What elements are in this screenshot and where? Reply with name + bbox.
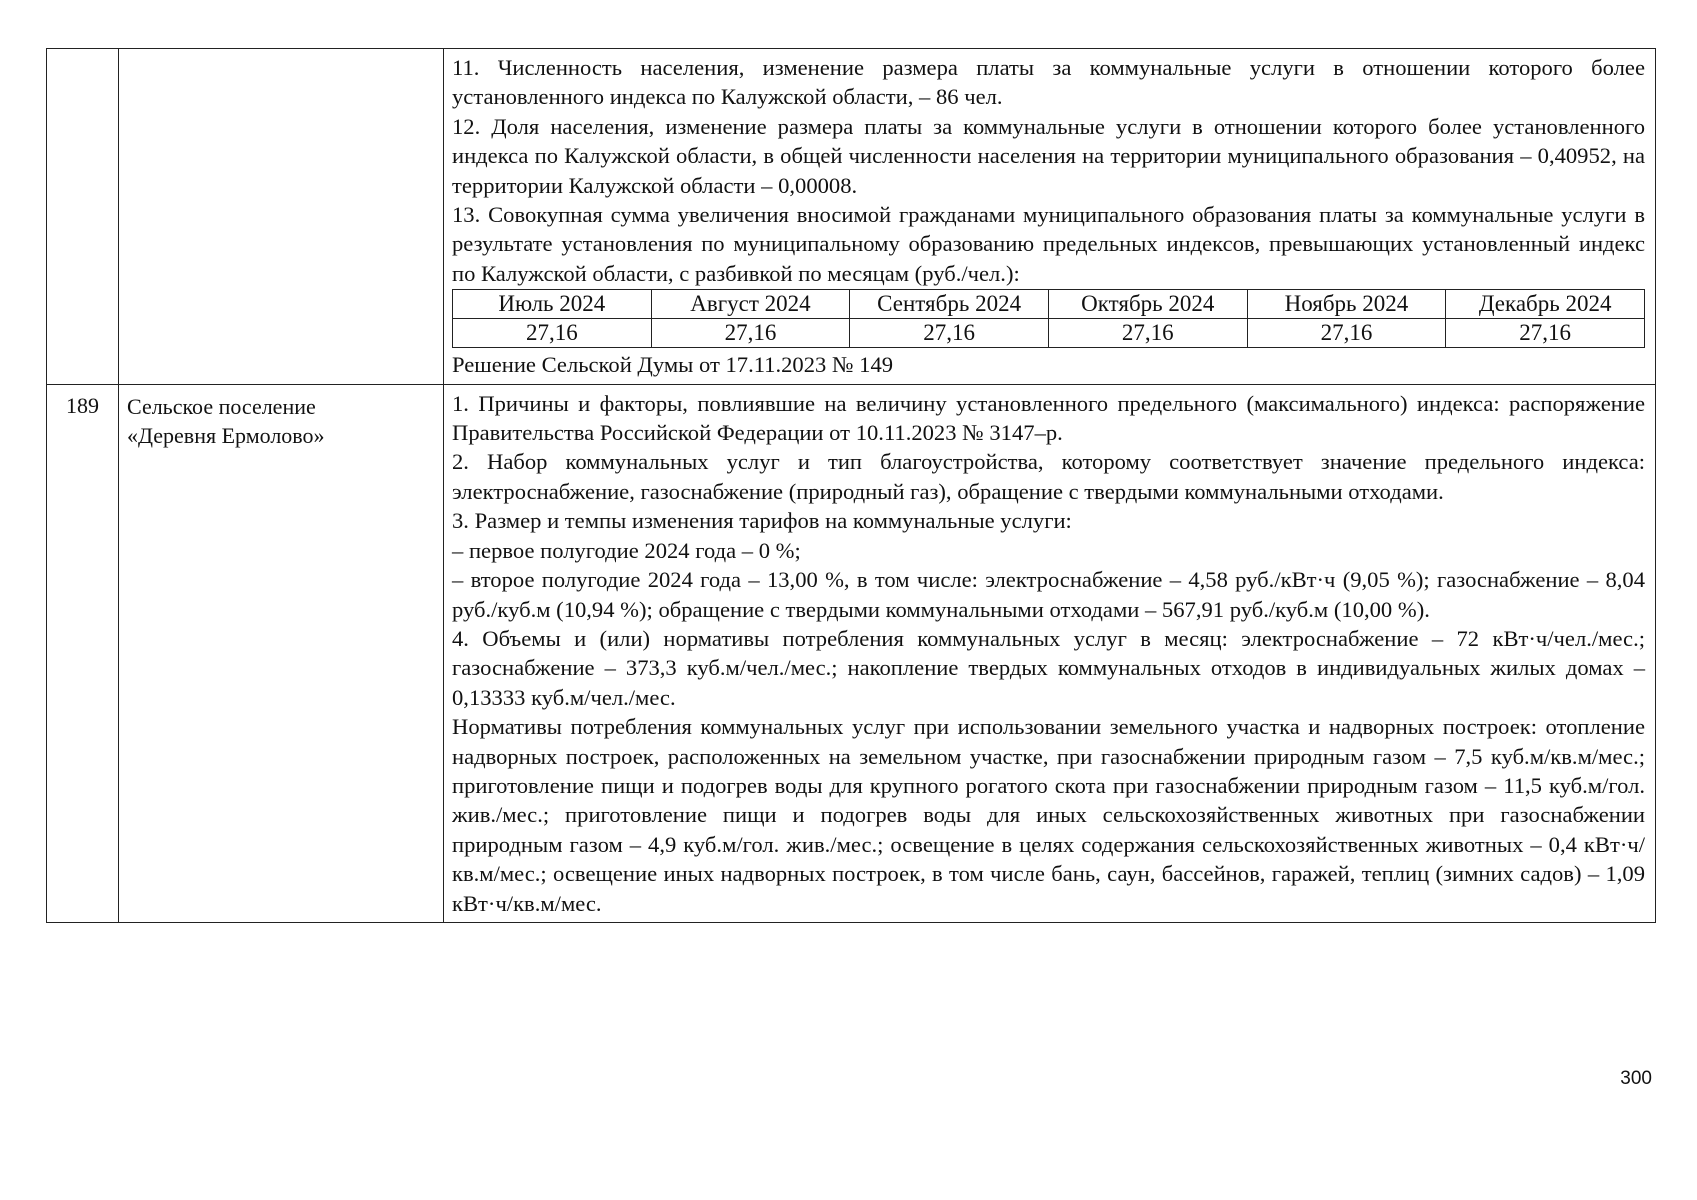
monthly-increase-table [452,289,1645,348]
municipality-name-cell [119,49,444,385]
month-header: Декабрь 2024 [1446,290,1645,319]
details-cell [444,49,1656,385]
paragraph-second-half: – второе полугодие 2024 года – 13,00 %, в том числе: электроснабжение – 4,58 руб./кВт·ч (9,05 %); газоснабжение – 8,04 руб./куб.м (10,94 %); обращение с твердыми коммунальными отходами – 567,91 руб./куб.м (10,00 %). [452,567,1645,622]
month-value: 27,16 [651,319,850,348]
paragraph-norms: Нормативы потребления коммунальных услуг при использовании земельного участка и надворных построек: отопление надворных построек, расположенных на земельном участке, при газоснабжении природным газом – 7,5 куб.м/кв.м/мес.; приготовление пищи и подогрев воды для крупного рогатого скота при газоснабжении природным газом – 11,5 куб.м/гол. жив./мес.; приготовление пищи и подогрев воды для иных сельскохозяйственных животных при газоснабжении природным газом – 4,9 куб.м/гол. жив./мес.; освещение в целях содержания сельскохозяйственных животных – 0,4 кВт·ч/кв.м/мес.; освещение иных надворных построек, в том числе бань, саун, бассейнов, гаражей, теплиц (зимних садов) – 1,09 кВт·ч/кв.м/мес. [452,714,1645,916]
table-row [47,49,1656,385]
document-table [46,48,1656,923]
month-value: 27,16 [850,319,1049,348]
month-header: Июль 2024 [453,290,652,319]
municipality-name-line: Сельское поселение [127,393,316,419]
month-value: 27,16 [453,319,652,348]
paragraph-item-11: 11. Численность населения, изменение размера платы за коммунальные услуги в отношении которого более установленного индекса по Калужской области, – 86 чел. [452,55,1645,110]
month-value: 27,16 [1048,319,1247,348]
month-value: 27,16 [1247,319,1446,348]
table-row [47,384,1656,922]
month-header: Август 2024 [651,290,850,319]
paragraph-item-12: 12. Доля населения, изменение размера платы за коммунальные услуги в отношении которого более установленного индекса по Калужской области, в общей численности населения на территории муниципального образования – 0,40952, на территории Калужской области – 0,00008. [452,113,1645,198]
row-number-cell [47,49,119,385]
municipality-name-line: «Деревня Ермолово» [127,422,325,448]
paragraph-item-13: 13. Совокупная сумма увеличения вносимой гражданами муниципального образования платы за коммунальные услуги в результате установления по муниципальному образованию предельных индексов, превышающих установленный индекс по Калужской области, с разбивкой по месяцам (руб./чел.): [452,202,1645,286]
month-header: Октябрь 2024 [1048,290,1247,319]
month-value-row [453,319,1645,348]
paragraph-first-half: – первое полугодие 2024 года – 0 %; [452,537,801,563]
month-header: Сентябрь 2024 [850,290,1049,319]
month-header: Ноябрь 2024 [1247,290,1446,319]
details-cell [444,384,1656,922]
row-number-cell: 189 [47,384,119,922]
municipality-name-cell [119,384,444,922]
decision-reference: Решение Сельской Думы от 17.11.2023 № 149 [452,352,894,378]
paragraph-item-4: 4. Объемы и (или) нормативы потребления коммунальных услуг в месяц: электроснабжение – 72 кВт·ч/чел./мес.; газоснабжение – 373,3 куб.м/чел./мес.; накопление твердых коммунальных отходов в индивидуальных жилых домах – 0,13333 куб.м/чел./мес. [452,625,1645,710]
month-value: 27,16 [1446,319,1645,348]
month-header-row [453,290,1645,319]
paragraph-item-3: 3. Размер и темпы изменения тарифов на коммунальные услуги: [452,508,1072,534]
paragraph-item-1: 1. Причины и факторы, повлиявшие на величину установленного предельного (максимального) индекса: распоряжение Правительства Российской Федерации от 10.11.2023 № 3147–р. [452,390,1645,446]
page-number: 300 [1620,1068,1652,1089]
paragraph-item-2: 2. Набор коммунальных услуг и тип благоустройства, которому соответствует значение предельного индекса: электроснабжение, газоснабжение (природный газ), обращение с твердыми коммунальными отходами. [452,449,1645,504]
